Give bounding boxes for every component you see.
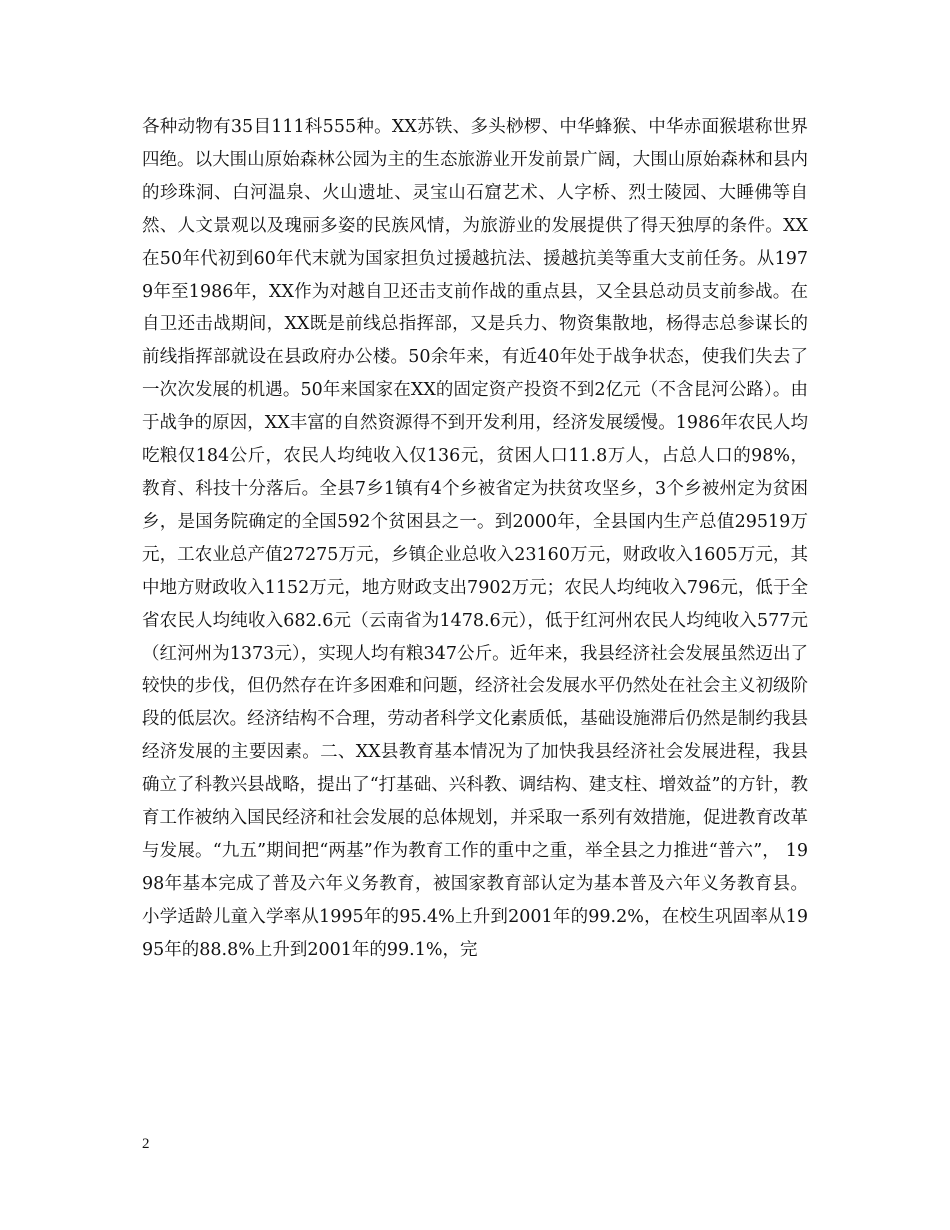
page-number: 2: [142, 1136, 150, 1152]
body-paragraph: 各种动物有35目111科555种。XX苏铁、多头桫椤、中华蜂猴、中华赤面猴堪称世界四绝。以大围山原始森林公园为主的生态旅游业开发前景广阔，大围山原始森林和县内的珍珠洞、白河温泉、火山遗址、灵宝山石窟艺术、人字桥、烈士陵园、大睡佛等自然、人文景观以及瑰丽多姿的民族风情，为旅游业的发展提供了得天独厚的条件。XX在50年代初到60年代末就为国家担负过援越抗法、援越抗美等重大支前任务。从1979年至1986年，XX作为对越自卫还击支前作战的重点县，又全县总动员支前参战。在自卫还击战期间，XX既是前线总指挥部，又是兵力、物资集散地，杨得志总参谋长的前线指挥部就设在县政府办公楼。50余年来，有近40年处于战争状态，使我们失去了一次次发展的机遇。50年来国家在XX的固定资产投资不到2亿元（不含昆河公路）。由于战争的原因，XX丰富的自然资源得不到开发利用，经济发展缓慢。1986年农民人均吃粮仅184公斤，农民人均纯收入仅136元，贫困人口11.8万人，占总人口的98%，教育、科技十分落后。全县7乡1镇有4个乡被省定为扶贫攻坚乡，3个乡被州定为贫困乡，是国务院确定的全国592个贫困县之一。到2000年，全县国内生产总值29519万元，工农业总产值27275万元，乡镇企业总收入23160万元，财政收入1605万元，其中地方财政收入1152万元，地方财政支出7902万元；农民人均纯收入796元，低于全省农民人均纯收入682.6元（云南省为1478.6元），低于红河州农民人均纯收入577元（红河州为1373元），实现人均有粮347公斤。近年来，我县经济社会发展虽然迈出了较快的步伐，但仍然存在许多困难和问题，经济社会发展水平仍然处在社会主义初级阶段的低层次。经济结构不合理，劳动者科学文化素质低，基础设施滞后仍然是制约我县经济发展的主要因素。二、XX县教育基本情况为了加快我县经济社会发展进程，我县确立了科教兴县战略，提出了“打基础、兴科教、调结构、建支柱、增效益”的方针，教育工作被纳入国民经济和社会发展的总体规划，并采取一系列有效措施，促进教育改革与发展。“九五”期间把“两基”作为教育工作的重中之重，举全县之力推进“普六”， 1998年基本完成了普及六年义务教育，被国家教育部认定为基本普及六年义务教育县。小学适龄儿童入学率从1995年的95.4%上升到2001年的99.2%，在校生巩固率从1995年的88.8%上升到2001年的99.1%，完: [142, 117, 808, 960]
